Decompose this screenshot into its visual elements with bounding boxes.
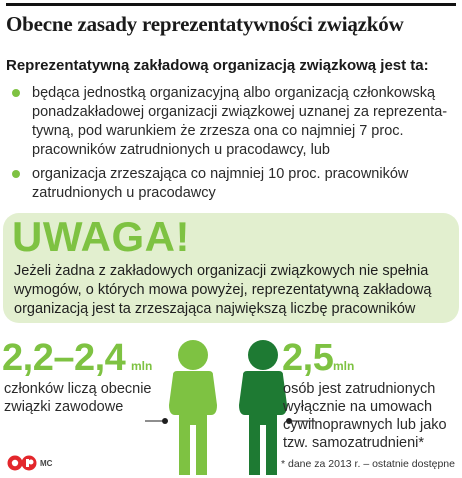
stat-members-unit: mln — [131, 359, 153, 373]
top-rule — [6, 3, 456, 6]
list-item-text: będąca jednostką organizacyjną albo organizacją członkowską ponadzakładowej organizacji związkowej uznanej za reprezenta- tywną, pod warunkiem że zrzesza ona co najmniej 7 proc. pracowników zatrudnionych u pracodawcy, lub — [32, 85, 448, 158]
stat-members-value: 2,2–2,4 — [2, 337, 126, 379]
stat-civil-contracts-description: osób jest zatrudnionych wyłącznie na umowach cywilnoprawnych lub jako tzw. samozatrudnieni* — [283, 381, 447, 451]
green-dot-icon — [12, 170, 20, 178]
note-text: Jeżeli żadna z zakładowych organizacji związkowych nie spełnia wymogów, o których mowa powyżej, reprezentatywną zakładową organizacją jest ta zrzeszająca największą liczbę pracowników — [14, 263, 432, 317]
stat-civil-contracts-unit: mln — [333, 359, 355, 373]
author-credit: MC — [40, 459, 53, 468]
green-dot-icon — [12, 89, 20, 97]
stat-members-description: członków liczą obecnie związki zawodowe — [4, 381, 152, 415]
list-item-text: organizacja zrzeszająca co najmniej 10 proc. pracowników zatrudnionych u pracodawcy — [32, 166, 409, 201]
page-title: Obecne zasady reprezentatywności związków — [6, 12, 404, 36]
footnote: * dane za 2013 r. – ostatnie dostępne — [281, 458, 455, 470]
stat-civil-contracts-value: 2,5 — [282, 337, 334, 379]
note-heading: UWAGA! — [12, 213, 190, 260]
section-subtitle: Reprezentatywną zakładową organizacją związkową jest ta: — [6, 57, 429, 74]
publisher-logo-icon — [6, 454, 44, 472]
